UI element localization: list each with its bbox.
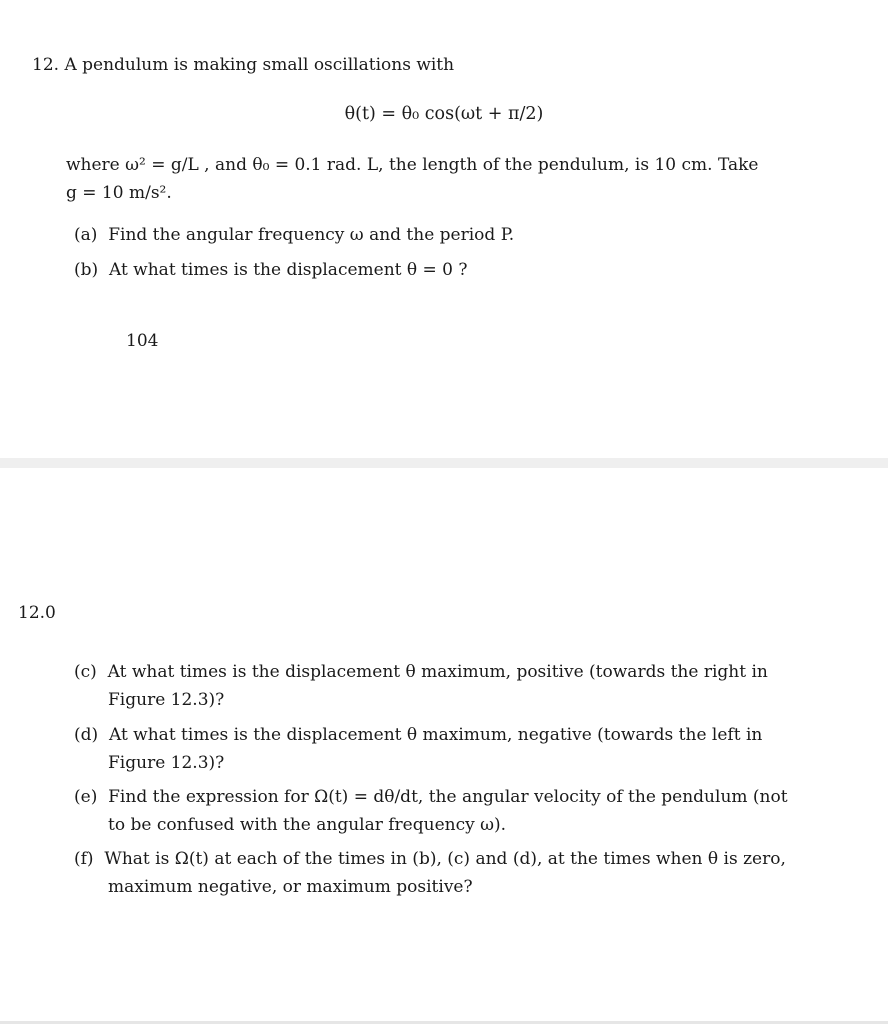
part-f-label: (f) bbox=[74, 849, 94, 869]
part-f-text-line2: maximum negative, or maximum positive? bbox=[108, 877, 473, 897]
part-d-text-line2: Figure 12.3)? bbox=[108, 753, 225, 773]
part-e bbox=[74, 784, 788, 811]
part-c bbox=[74, 659, 768, 686]
where-line-2: g = 10 m/s². bbox=[66, 183, 172, 203]
part-a-label: (a) bbox=[74, 225, 98, 245]
problem-number: 12. bbox=[32, 55, 60, 75]
part-d-label: (d) bbox=[74, 725, 99, 745]
part-e-label: (e) bbox=[74, 787, 98, 807]
part-f-text-line1: What is Ω(t) at each of the times in (b), (c) and (d), at the times when θ is zero, bbox=[104, 849, 786, 869]
part-c-label: (c) bbox=[74, 662, 97, 682]
part-a bbox=[74, 222, 514, 249]
part-b-text: At what times is the displacement θ = 0 ? bbox=[108, 260, 468, 280]
part-d bbox=[74, 722, 762, 749]
problem-intro-text: A pendulum is making small oscillations with bbox=[64, 55, 455, 75]
pendulum-equation: θ(t) = θ₀ cos(ωt + π/2) bbox=[344, 104, 544, 124]
part-a-text: Find the angular frequency ω and the period P. bbox=[108, 225, 515, 245]
problem-intro bbox=[32, 52, 454, 79]
part-d-text-line1: At what times is the displacement θ maximum, negative (towards the left in bbox=[108, 725, 763, 745]
part-e-text-line2: to be confused with the angular frequency ω). bbox=[108, 815, 507, 835]
section-number: 12.0 bbox=[18, 603, 56, 623]
part-c-text-line1: At what times is the displacement θ maximum, positive (towards the right in bbox=[107, 662, 768, 682]
page-number: 104 bbox=[126, 331, 159, 351]
where-line-1: where ω² = g/L , and θ₀ = 0.1 rad. L, the length of the pendulum, is 10 cm. Take bbox=[66, 155, 759, 175]
part-e-text-line1: Find the expression for Ω(t) = dθ/dt, the angular velocity of the pendulum (not bbox=[108, 787, 788, 807]
part-c-text-line2: Figure 12.3)? bbox=[108, 690, 225, 710]
part-b-label: (b) bbox=[74, 260, 99, 280]
page-separator bbox=[0, 458, 888, 468]
top-page bbox=[0, 0, 888, 458]
part-b bbox=[74, 257, 468, 284]
part-f bbox=[74, 846, 786, 873]
